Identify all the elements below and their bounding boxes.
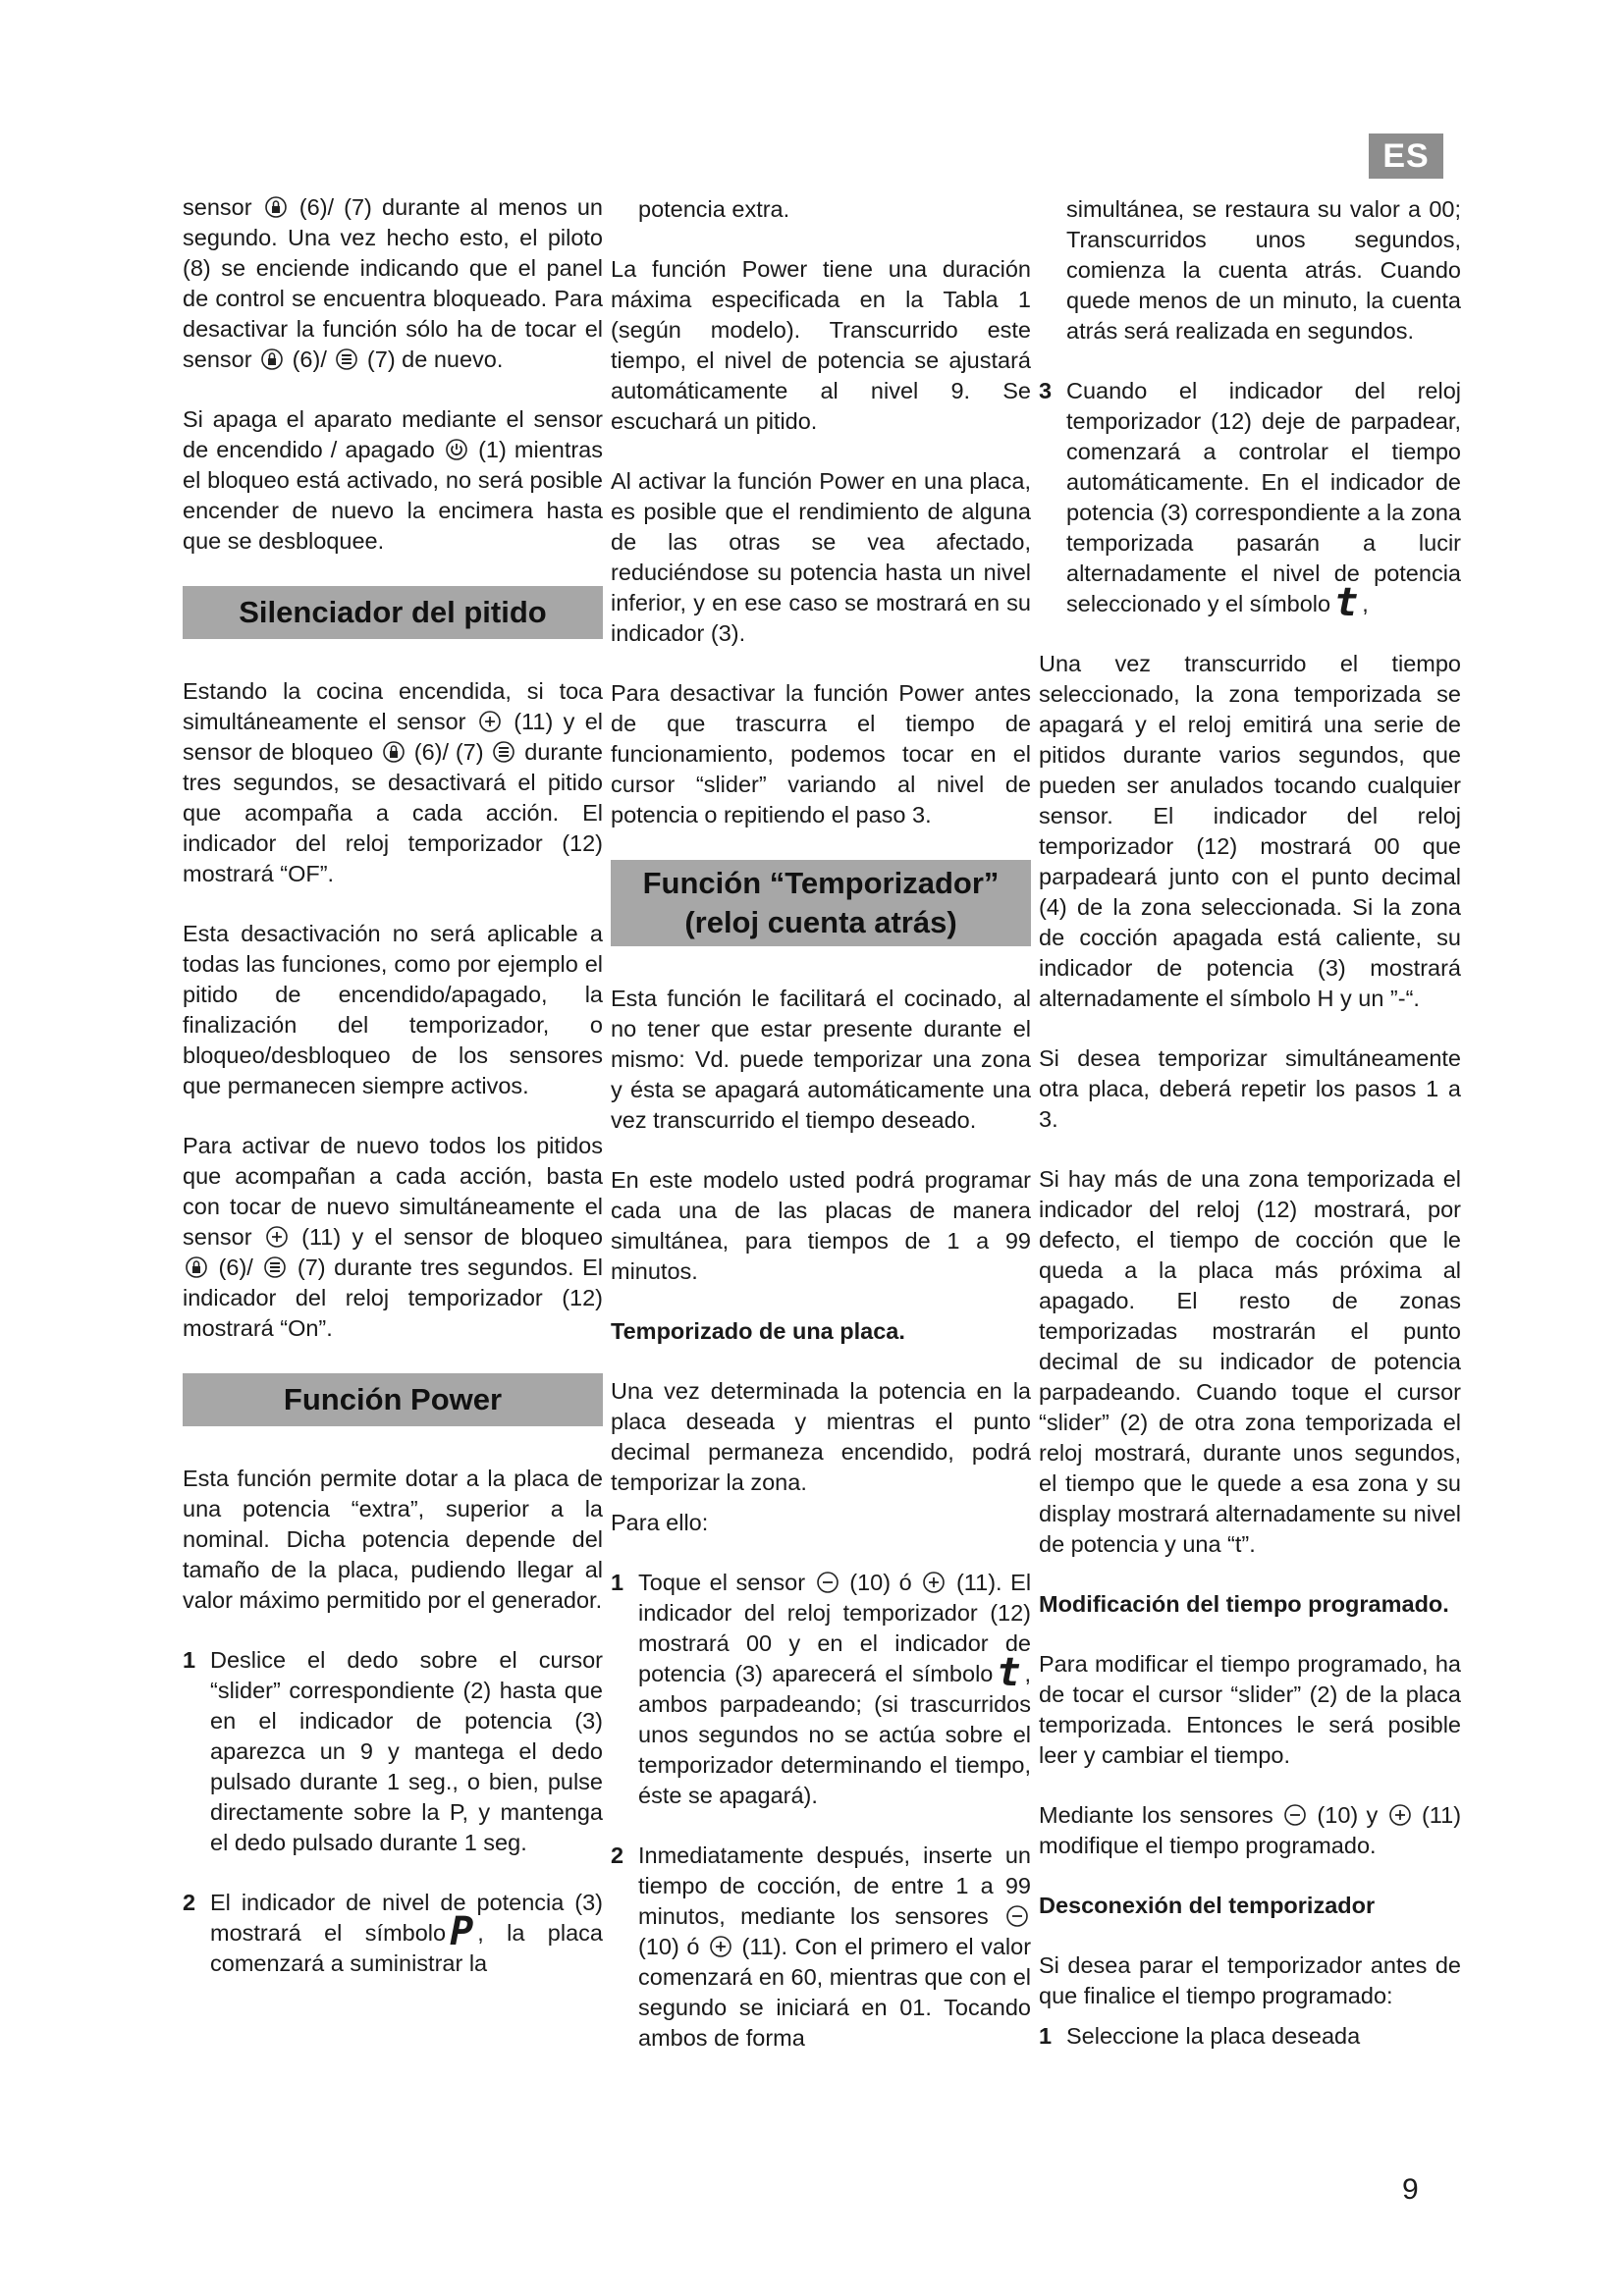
language-badge: ES [1369,133,1443,179]
section-title-temporizador: Función “Temporizador” (reloj cuenta atrás) [611,860,1031,946]
lock-sensor-icon [260,347,284,371]
power-step-2: 2 El indicador de nivel de potencia (3) mostrará el símbolo P , la placa comenzará a suministrar la [183,1890,603,1976]
plus-sensor-icon [478,710,502,733]
plus-sensor-icon [709,1935,732,1958]
section-title-silenciador: Silenciador del pitido [183,586,603,639]
minus-sensor-icon [1005,1904,1029,1928]
column-3 [1039,194,1461,2081]
menu-sensor-icon [263,1255,287,1279]
lock-sensor-icon [382,740,406,764]
plus-sensor-icon [922,1571,946,1594]
paragraph-extra: potencia extra. [638,196,790,222]
plus-sensor-icon [265,1225,289,1249]
timer-step-2: 2 Inmediatamente después, inserte un tiempo de cocción, de entre 1 a 99 minutos, mediante los sensores (10) ó (11). Con el primero el valor comenzará en 60, mientras que con el segundo se iniciará en 01. Tocando ambos de forma [611,1842,1032,2051]
column-2 [611,194,1031,2083]
paragraph-multiple-zones: Si hay más de una zona temporizada el indicador del reloj (12) mostrará, por defecto, el tiempo de cocción que le queda a la placa más próxima al apagado. El resto de zonas temporizadas mostrarán el punto decimal de su indicador de potencia parpadeando. Cuando toque el cursor “slider” (2) de otra zona temporizada el reloj mostrará, durante unos segundos, el tiempo que le quede a esa zona y su display mostrará alternadamente su nivel de potencia y una “t”. [1039,1166,1461,1557]
section-title-power: Función Power [183,1373,603,1426]
plus-sensor-icon [1388,1803,1412,1827]
paragraph-silence-exceptions: Esta desactivación no será aplicable a todas las funciones, como por ejemplo el pitido de encendido/apagado, la finalización del temporizador, o bloqueo/desbloqueo de los sensores que permanecen siempre activos. [183,921,603,1098]
paragraph-power-intro: Esta función permite dotar a la placa de una potencia “extra”, superior a la nominal. Dicha potencia depende del tamaño de la placa, pudiendo llegar al valor máximo permitido por el generador. [183,1466,603,1613]
paragraph-power-off: Si apaga el aparato mediante el sensor de encendido / apagado (1) mientras el bloqueo está activado, no será posible encender de nuevo la encimera hasta que se desbloquee. [183,406,603,554]
paragraph-modify-time: Para modificar el tiempo programado, ha de tocar el cursor “slider” (2) de la placa temporizada. Entonces le será posible leer y cambiar el tiempo. [1039,1651,1461,1768]
paragraph-timer-range: En este modelo usted podrá programar cada una de las placas de manera simultánea, para tiempos de 1 a 99 minutos. [611,1167,1031,1284]
menu-sensor-icon [492,740,515,764]
subheading-one-zone: Temporizado de una placa. [611,1318,905,1344]
subheading-modify-time: Modificación del tiempo programado. [1039,1591,1449,1617]
paragraph-timer-setup: Una vez determinada la potencia en la placa deseada y mientras el punto decimal permaneza encendido, podrá temporizar la zona. [611,1378,1031,1495]
paragraph-modify-sensors: Mediante los sensores (10) y (11) modifique el tiempo programado. [1039,1802,1462,1858]
power-step-1: 1 Deslice el dedo sobre el cursor “slider” correspondiente (2) hasta que en el indicador de potencia (3) aparezca un 9 y mantega el dedo pulsado durante 1 seg., o bien, pulse directamente sobre la P, y mantenga el dedo pulsado durante 1 seg. [183,1647,603,1855]
paragraph-another-zone: Si desea temporizar simultáneamente otra placa, deberá repetir los pasos 1 a 3. [1039,1045,1461,1132]
power-p-symbol: P [450,1909,474,1954]
paragraph-power-effect: Al activar la función Power en una placa, es posible que el rendimiento de alguna de las otras se vea afectado, reduciéndose su potencia hasta un nivel inferior, y en ese caso se mostrará en su indicador (3). [611,468,1031,646]
subheading-disconnect-timer: Desconexión del temporizador [1039,1893,1376,1918]
timer-step-3: 3 Cuando el indicador del reloj temporizador (12) deje de parpadear, comenzará a controlar el tiempo automáticamente. En el indicador de potencia (3) correspondiente a la zona temporizada pasarán a lucir alternadamente el nivel de potencia seleccionado y el símbolo t , [1039,378,1461,625]
paragraph-disconnect: Si desea parar el temporizador antes de que finalice el tiempo programado: [1039,1952,1461,2008]
timer-step-1: 1 Toque el sensor (10) ó (11). El indicador del reloj temporizador (12) mostrará 00 y en el indicador de potencia (3) aparecerá el símbolo t , ambos parpadeando; (si trascurridos unos segundos no se actúa sobre el temporizador determinando el tiempo, éste se apagará). [611,1570,1032,1808]
paragraph-timer-intro: Esta función le facilitará el cocinado, al no tener que estar presente durante el mismo: Vd. puede temporizar una zona y ésta se apagará automáticamente una vez transcurrido el tiempo deseado. [611,986,1031,1133]
power-sensor-icon [445,438,468,461]
paragraph-silence-deactivate: Para activar de nuevo todos los pitidos que acompañan a cada acción, basta con tocar de nuevo simultáneamente el sensor (11) y el sensor de bloqueo (6)/ (7) durante tres segundos. El indicador del reloj temporizador (12) mostrará “On”. [183,1133,604,1341]
timer-t-symbol: t [997,1650,1021,1695]
lock-sensor-icon [185,1255,208,1279]
column-1 [183,192,603,2008]
disconnect-step-1: 1 Seleccione la placa deseada [1039,2023,1361,2049]
paragraph-para-ello: Para ello: [611,1510,709,1535]
paragraph-time-elapsed: Una vez transcurrido el tiempo seleccionado, la zona temporizada se apagará y el reloj emitirá una serie de pitidos durante varios segundos, que pueden ser anulados tocando cualquier sensor. El indicador del reloj temporizador (12) mostrará 00 que parpadeará junto con el punto decimal (4) de la zona seleccionada. Si la zona de cocción apagada está caliente, su indicador de potencia (3) mostrará alternadamente el símbolo H y un ”-“. [1039,651,1461,1011]
page-number: 9 [1402,2173,1419,2206]
paragraph-power-duration: La función Power tiene una duración máxima especificada en la Tabla 1 (según modelo). Transcurrido este tiempo, el nivel de potencia se ajustará automáticamente al nivel 9. Se escuchará un pitido. [611,256,1031,434]
menu-sensor-icon [335,347,358,371]
minus-sensor-icon [816,1571,839,1594]
paragraph-restore: simultánea, se restaura su valor a 00; Transcurridos unos segundos, comienza la cuenta atrás. Cuando quede menos de un minuto, la cuenta atrás será realizada en segundos. [1066,196,1461,344]
paragraph-silence-activate: Estando la cocina encendida, si toca simultáneamente el sensor (11) y el sensor de bloqueo (6)/ (7) durante tres segundos, se desactivará el pitido que acompaña a cada acción. El indicador del reloj temporizador (12) mostrará “OF”. [183,678,604,886]
timer-t-symbol: t [1334,580,1359,625]
minus-sensor-icon [1283,1803,1307,1827]
lock-sensor-icon [264,195,288,219]
paragraph-power-deactivate: Para desactivar la función Power antes de que trascurra el tiempo de funcionamiento, podemos tocar en el cursor “slider” variando al nivel de potencia o repitiendo el paso 3. [611,680,1031,828]
paragraph-lock: sensor (6)/ (7) durante al menos un segundo. Una vez hecho esto, el piloto (8) se enciende indicando que el panel de control se encuentra bloqueado. Para desactivar la función sólo ha de tocar el sensor (6)/ (7) de nuevo. [183,194,604,372]
